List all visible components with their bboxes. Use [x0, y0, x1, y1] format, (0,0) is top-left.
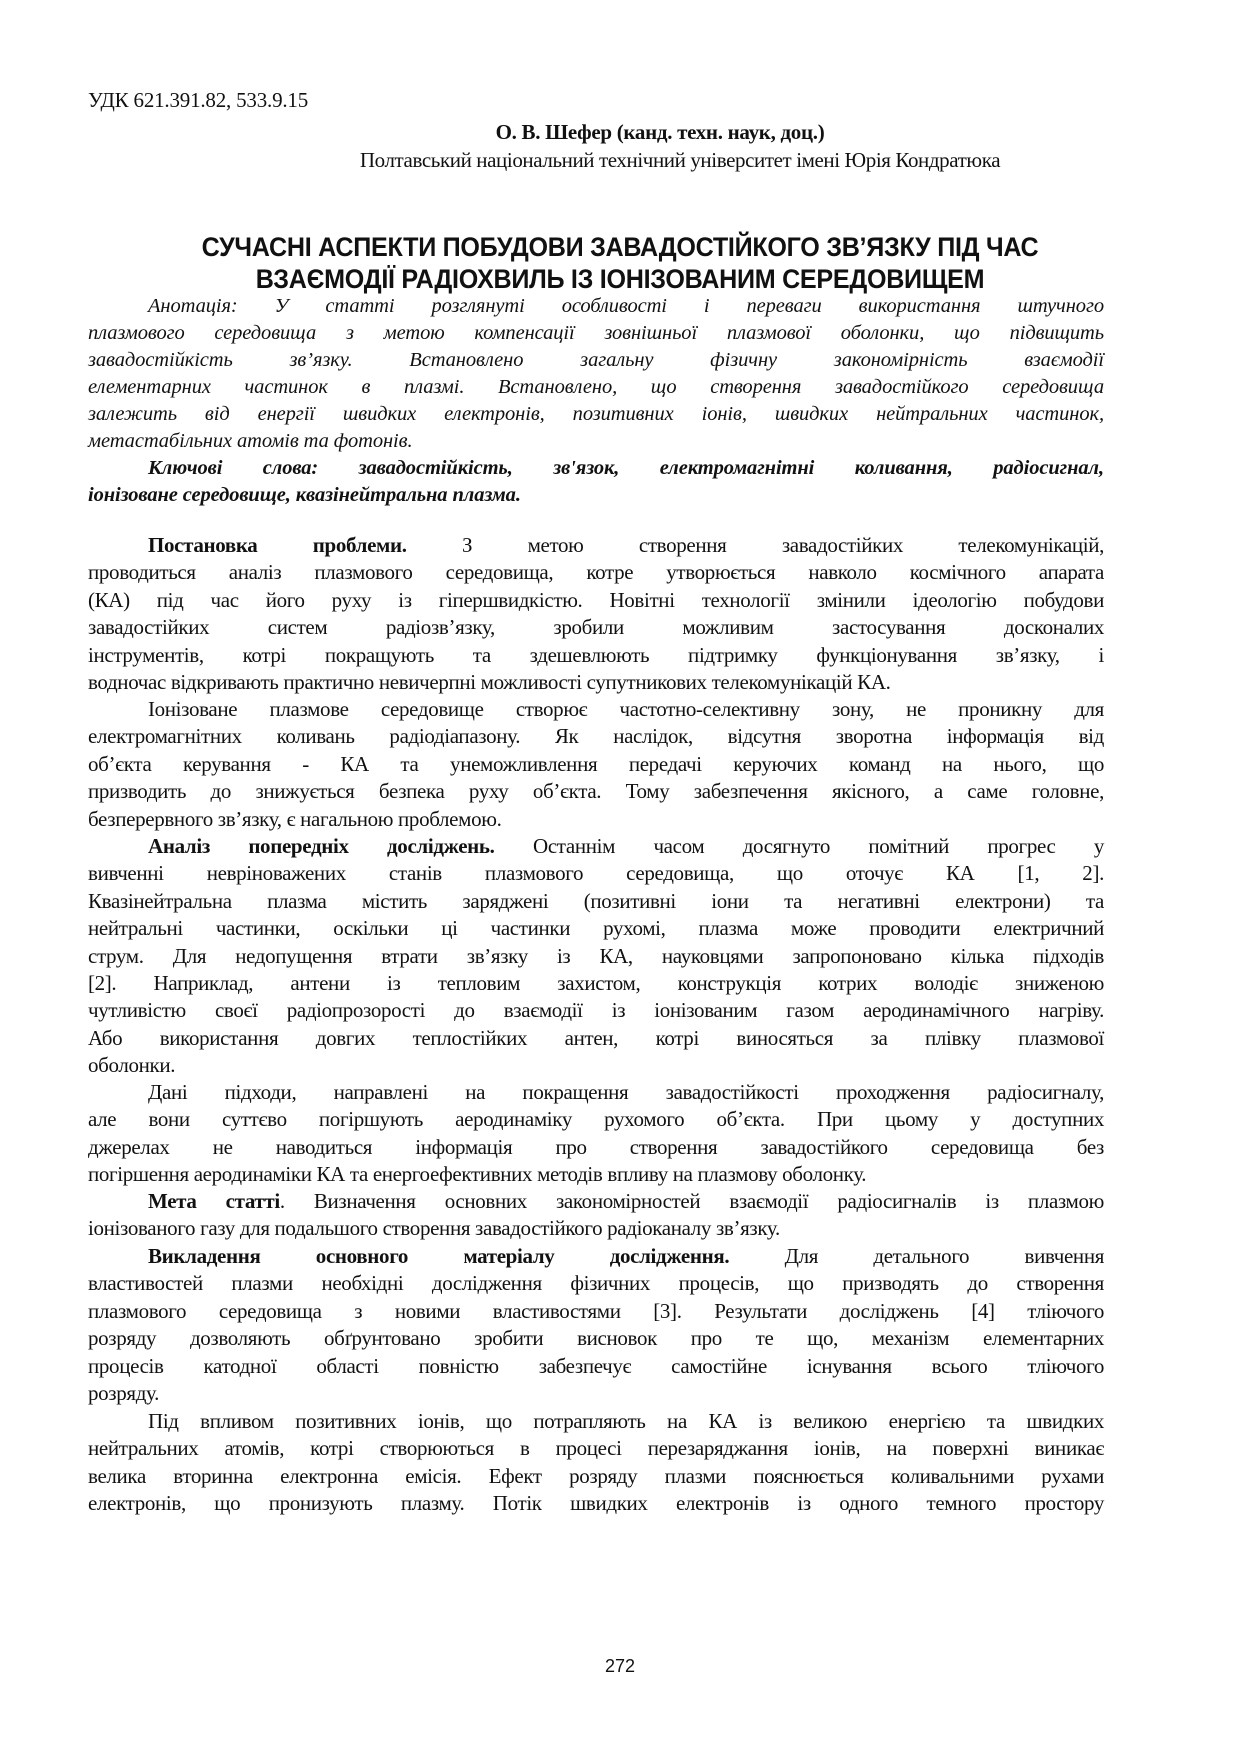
section-heading: Постановка проблеми.	[148, 533, 407, 557]
problem-paragraph-2	[88, 696, 1104, 833]
body-line: розряду дозволяють обґрунтовано зробити висновок про те що, механізм елементарних	[88, 1326, 1104, 1351]
body-line: але вони суттєво погіршують аеродинаміку рухомого об’єкта. При цьому у доступних	[88, 1107, 1104, 1132]
body-line: погіршення аеродинаміки КА та енергоефективних методів впливу на плазмову оболонку.	[88, 1162, 867, 1187]
body-line: інструментів, котрі покращують та здешевлюють підтримку функціонування зв’язку, і	[88, 642, 1104, 667]
section-analysis	[88, 833, 1104, 1080]
body-line: (КА) під час його руху із гіпершвидкістю. Новітні технології змінили ідеологію побудови	[88, 587, 1104, 612]
page-number: 272	[604, 1656, 636, 1676]
abstract-line: залежить від енергії швидких електронів, позитивних іонів, швидких нейтральних частинок,	[88, 403, 1104, 425]
section-heading: Аналіз попередніх досліджень.	[148, 834, 495, 858]
section-goal	[88, 1188, 1104, 1243]
goal-first-line: Мета статті. Визначення основних закономірностей взаємодії радіосигналів із плазмою	[148, 1189, 1104, 1213]
abstract-line: плазмового середовища з метою компенсації зовнішньої плазмової оболонки, що підвищить	[88, 322, 1104, 344]
section-problem	[88, 532, 1104, 696]
body-line: водночас відкривають практично невичерпні можливості супутникових телекомунікацій КА.	[88, 669, 891, 694]
main-paragraph-2	[88, 1408, 1104, 1518]
body-line: велика вторинна електронна емісія. Ефект розряду плазми пояснюється коливальними рухами	[88, 1463, 1104, 1488]
section-main	[88, 1243, 1104, 1407]
body-line: Квазінейтральна плазма містить заряджені (позитивні іони та негативні електрони) та	[88, 888, 1104, 913]
body-line: властивостей плазми необхідні дослідження фізичних процесів, що призводять до створення	[88, 1271, 1104, 1296]
keywords-line: іонізоване середовище, квазінейтральна плазма.	[88, 484, 521, 506]
article-title	[118, 231, 1122, 295]
body-line: вивченні невріноважених станів плазмового середовища, що оточує КА [1, 2].	[88, 861, 1104, 886]
affiliation: Полтавський національний технічний університет імені Юрія Кондратюка	[359, 148, 1001, 172]
body-line: іонізованого газу для подальшого створення завадостійкого радіоканалу зв’язку.	[88, 1216, 780, 1241]
body-line: електронів, що пронизують плазму. Потік швидких електронів із одного темного простору	[88, 1491, 1104, 1516]
body-line: плазмового середовища з новими властивостями [3]. Результати досліджень [4] тліючого	[88, 1298, 1104, 1323]
body-line: Або використання довгих теплостійких антен, котрі виносяться за плівку плазмової	[88, 1025, 1104, 1050]
body-line: Іонізоване плазмове середовище створює частотно-селективну зону, не проникну для	[148, 697, 1104, 721]
body-line: нейтральних атомів, котрі створюються в процесі перезаряджання іонів, на поверхні виникає	[88, 1436, 1104, 1461]
body-line: Під впливом позитивних іонів, що потрапляють на КА із великою енергією та швидких	[148, 1409, 1104, 1433]
body-line: призводить до знижується безпека руху об’єкта. Тому забезпечення якісного, а саме головне,	[88, 779, 1104, 804]
body-line: [2]. Наприклад, антени із тепловим захистом, конструкція котрих володіє зниженою	[88, 970, 1104, 995]
body-line: безперервного зв’язку, є нагальною проблемою.	[88, 806, 502, 831]
abstract-line: завадостійкість зв’язку. Встановлено загальну фізичну закономірність взаємодії	[88, 349, 1104, 371]
udk-code: УДК 621.391.82, 533.9.15	[88, 88, 309, 112]
problem-first-line: Постановка проблеми. З метою створення завадостійких телекомунікацій,	[148, 533, 1104, 557]
author-line: О. В. Шефер (канд. техн. наук, доц.)	[495, 120, 825, 144]
main-first-line: Викладення основного матеріалу дослідження. Для детального вивчення	[148, 1244, 1105, 1268]
body-line: електромагнітних коливань радіодіапазону. Як наслідок, відсутня зворотна інформація від	[88, 724, 1104, 749]
body-line: проводиться аналіз плазмового середовища, котре утворюється навколо космічного апарата	[88, 560, 1104, 585]
body-line: розряду.	[88, 1380, 159, 1405]
title-line-1: СУЧАСНІ АСПЕКТИ ПОБУДОВИ ЗАВАДОСТІЙКОГО ЗВ’ЯЗКУ ПІД ЧАС	[201, 232, 1039, 262]
body-line: нейтральні частинки, оскільки ці частинки рухомі, плазма може проводити електричний	[88, 916, 1104, 941]
keywords-line: Ключові слова: завадостійкість, зв'язок, електромагнітні коливання, радіосигнал,	[148, 457, 1104, 479]
title-line-2: ВЗАЄМОДІЇ РАДІОХВИЛЬ ІЗ ІОНІЗОВАНИМ СЕРЕДОВИЩЕМ	[255, 264, 985, 294]
body-line: Дані підходи, направлені на покращення завадостійкості проходження радіосигналу,	[148, 1080, 1104, 1104]
abstract-line: метастабільних атомів та фотонів.	[88, 430, 413, 452]
body-line: оболонки.	[88, 1053, 176, 1078]
section-heading: Мета статті	[148, 1189, 280, 1213]
section-heading: Викладення основного матеріалу дослідження.	[148, 1244, 730, 1268]
body-line: джерелах не наводиться інформація про створення завадостійкого середовища без	[88, 1134, 1104, 1159]
abstract-line: елементарних частинок в плазмі. Встановлено, що створення завадостійкого середовища	[88, 376, 1104, 398]
body-line: струм. Для недопущення втрати зв’язку із КА, науковцями запропоновано кілька підходів	[88, 943, 1104, 968]
body-line: процесів катодної області повністю забезпечує самостійне існування всього тліючого	[88, 1353, 1104, 1378]
body-line: об’єкта керування - КА та унеможливлення передачі керуючих команд на нього, що	[88, 751, 1104, 776]
body-line: завадостійких систем радіозв’язку, зробили можливим застосування досконалих	[88, 615, 1104, 640]
keywords	[88, 455, 1104, 509]
abstract-line: Анотація: У статті розглянуті особливості і переваги використання штучного	[148, 295, 1104, 317]
analysis-first-line: Аналіз попередніх досліджень. Останнім часом досягнуто помітний прогрес у	[148, 834, 1104, 858]
body-line: чутливістю своєї радіопрозорості до взаємодії із іонізованим газом аеродинамічного нагріву.	[88, 998, 1104, 1023]
analysis-paragraph-2	[88, 1079, 1104, 1189]
abstract	[88, 293, 1104, 455]
